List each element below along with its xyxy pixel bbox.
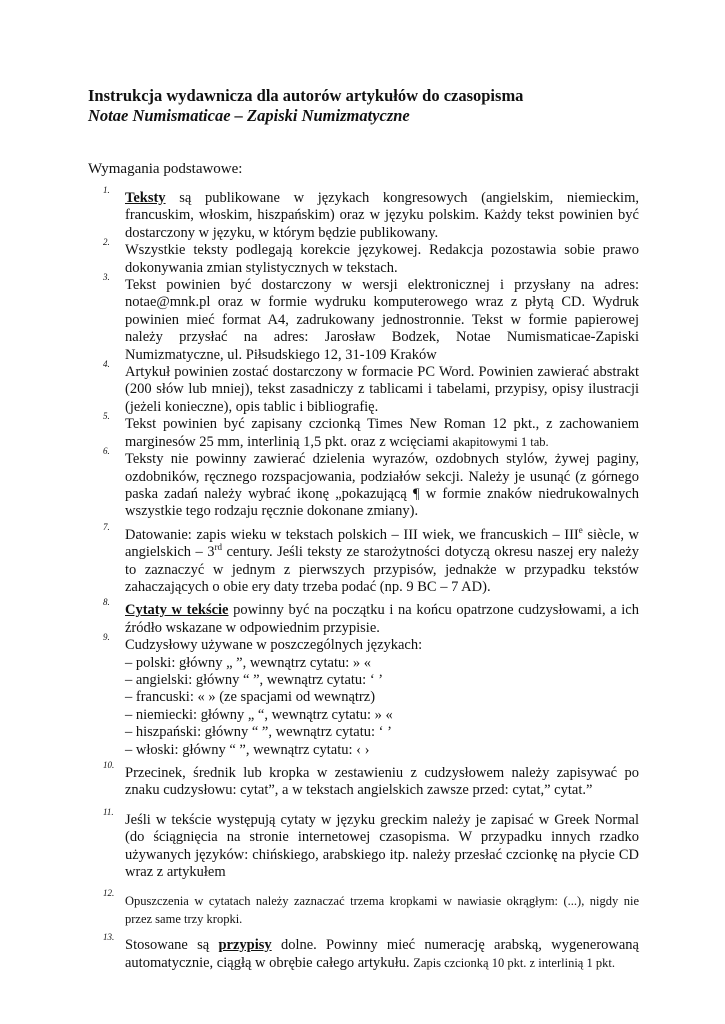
item-text-b: dolne. Powinny mieć numerację arabską, wygenerowaną automatycznie, ciągłą w obrębie całego artykułu. <box>125 937 639 971</box>
quote-line-french: – francuski: « » (ze spacjami od wewnątrz) <box>125 689 376 706</box>
item-text: są publikowane w językach kongresowych (angielskim, niemieckim, francuskim, włoskim, hiszpańskim) oraz w języku polskim. Każdy tekst powinien być dostarczony w języku, w którym będzie publikowany. <box>125 190 639 241</box>
quote-line-polish: – polski: główny „ ”, wewnątrz cytatu: » « <box>125 654 372 671</box>
item-text-a: Stosowane są <box>125 937 219 954</box>
superscript-e: e <box>578 524 583 535</box>
item-number: 9. <box>103 632 110 643</box>
item-lead: przypisy <box>218 937 272 954</box>
item-text: Przecinek, średnik lub kropka w zestawieniu z cudzysłowem należy zapisywać po znaku cudzysłowu: cytat”, a w tekstach angielskich zawsze przed: cytat,” cytat.” <box>125 765 639 799</box>
list-item-4 <box>103 359 639 416</box>
list-item-8 <box>103 597 639 637</box>
requirements-list <box>103 185 639 972</box>
item-number: 3. <box>103 272 110 283</box>
item-text-c: century. Jeśli teksty ze starożytności dotyczą okresu naszej ery należy to zaznaczyć w jednym z pierwszych przypisów, jednakże w przypadku tekstów zahaczających o obie ery daty trzeba podać (np. 9 BC – 7 AD). <box>125 544 639 595</box>
item-number: 8. <box>103 597 110 608</box>
item-text: Wszystkie teksty podlegają korekcie językowej. Redakcja pozostawia sobie prawo dokonywania zmian stylistycznych w tekstach. <box>125 242 639 276</box>
item-number: 4. <box>103 359 110 370</box>
list-item-12 <box>103 888 639 928</box>
item-text: Teksty nie powinny zawierać dzielenia wyrazów, ozdobnych stylów, żywej paginy, ozdobników, ręcznego rozspacjowania, podziałów sekcji. Należy je usunąć (z górnego paska zadań należy wybrać ikonę „pokazującą ¶ w formie znaków niedrukowalnych wszystkie tego rodzaju ręcznie dokonane zmiany). <box>125 451 639 520</box>
item-text-small: akapitowymi 1 tab. <box>452 434 549 449</box>
item-text: Tekst powinien być zapisany czcionką Times New Roman 12 pkt., z zachowaniem marginesów 25 mm, interlinią 1,5 pkt. oraz z wcięciami <box>125 416 639 450</box>
item-number: 6. <box>103 446 110 457</box>
item-number: 10. <box>103 760 115 770</box>
item-text-small: Opuszczenia w cytatach należy zaznaczać trzema kropkami w nawiasie okrągłym: (...), nigdy nie przez same trzy kropki. <box>125 894 639 926</box>
item-lead: Cytaty w tekście <box>125 602 229 619</box>
list-item-3 <box>103 272 639 364</box>
document-subtitle: Notae Numismaticae – Zapiski Numizmatyczne <box>88 106 410 125</box>
document-title: Instrukcja wydawnicza dla autorów artykułów do czasopisma <box>88 86 524 105</box>
item-text: Jeśli w tekście występują cytaty w języku greckim należy je zapisać w Greek Normal (do ściągnięcia na stronie internetowej czasopisma. W przypadku innych rzadko używanych języków: chińskiego, arabskiego itp. należy przesłać czcionkę na płycie CD wraz z artykułem <box>125 811 639 881</box>
list-item-10 <box>103 760 639 800</box>
item-number: 12. <box>103 888 115 899</box>
item-text-small: Zapis czcionką 10 pkt. z interlinią 1 pkt. <box>413 955 615 970</box>
item-text-a: Datowanie: zapis wieku w tekstach polskich – III wiek, we francuskich – III <box>125 526 579 543</box>
item-number: 1. <box>103 185 110 195</box>
list-item-2 <box>103 237 639 277</box>
quote-line-english: – angielski: główny “ ”, wewnątrz cytatu: ‘ ’ <box>125 671 384 688</box>
list-item-11 <box>103 806 639 882</box>
requirements-heading: Wymagania podstawowe: <box>88 161 243 177</box>
list-item-6 <box>103 446 639 521</box>
list-item-9 <box>103 632 639 759</box>
item-text: Cudzysłowy używane w poszczególnych językach: <box>125 637 423 654</box>
quote-line-german: – niemiecki: główny „ “, wewnątrz cytatu: » « <box>125 706 393 723</box>
item-text: Artykuł powinien zostać dostarczony w formacie PC Word. Powinien zawierać abstrakt (200 słów lub mniej), tekst zasadniczy z tablicami i tabelami, przypisy, opisy ilustracji (jeżeli konieczne), opis tablic i bibliografię. <box>125 364 639 415</box>
item-lead: Teksty <box>125 190 166 206</box>
list-item-7 <box>103 521 639 597</box>
item-number: 7. <box>103 521 110 532</box>
item-number: 13. <box>103 932 115 943</box>
item-number: 11. <box>103 806 114 817</box>
quote-line-italian: – włoski: główny “ ”, wewnątrz cytatu: ‹ › <box>125 741 370 758</box>
list-item-13 <box>103 932 639 972</box>
item-text: powinny być na początku i na końcu opatrzone cudzysłowami, a ich źródło wskazane w odpowiednim przypisie. <box>125 602 639 636</box>
list-item-5 <box>103 411 639 451</box>
item-text-b: siècle, w angielskich – 3 <box>125 526 639 561</box>
item-number: 5. <box>103 411 110 422</box>
quote-line-spanish: – hiszpański: główny “ ”, wewnątrz cytatu: ‘ ’ <box>125 724 392 741</box>
item-number: 2. <box>103 237 110 248</box>
item-text: Tekst powinien być dostarczony w wersji elektronicznej i przysłany na adres: notae@mnk.pl oraz w formie wydruku komputerowego wraz z płytą CD. Wydruk powinien mieć format A4, zadrukowany jednostronnie. Tekst w formie papierowej należy przysłać na adres: Jarosław Bodzek, Notae Numismaticae-Zapiski Numizmatyczne, ul. Piłsudskiego 12, 31-109 Kraków <box>125 277 639 363</box>
list-item-1 <box>103 185 639 242</box>
superscript-rd: rd <box>214 542 222 553</box>
